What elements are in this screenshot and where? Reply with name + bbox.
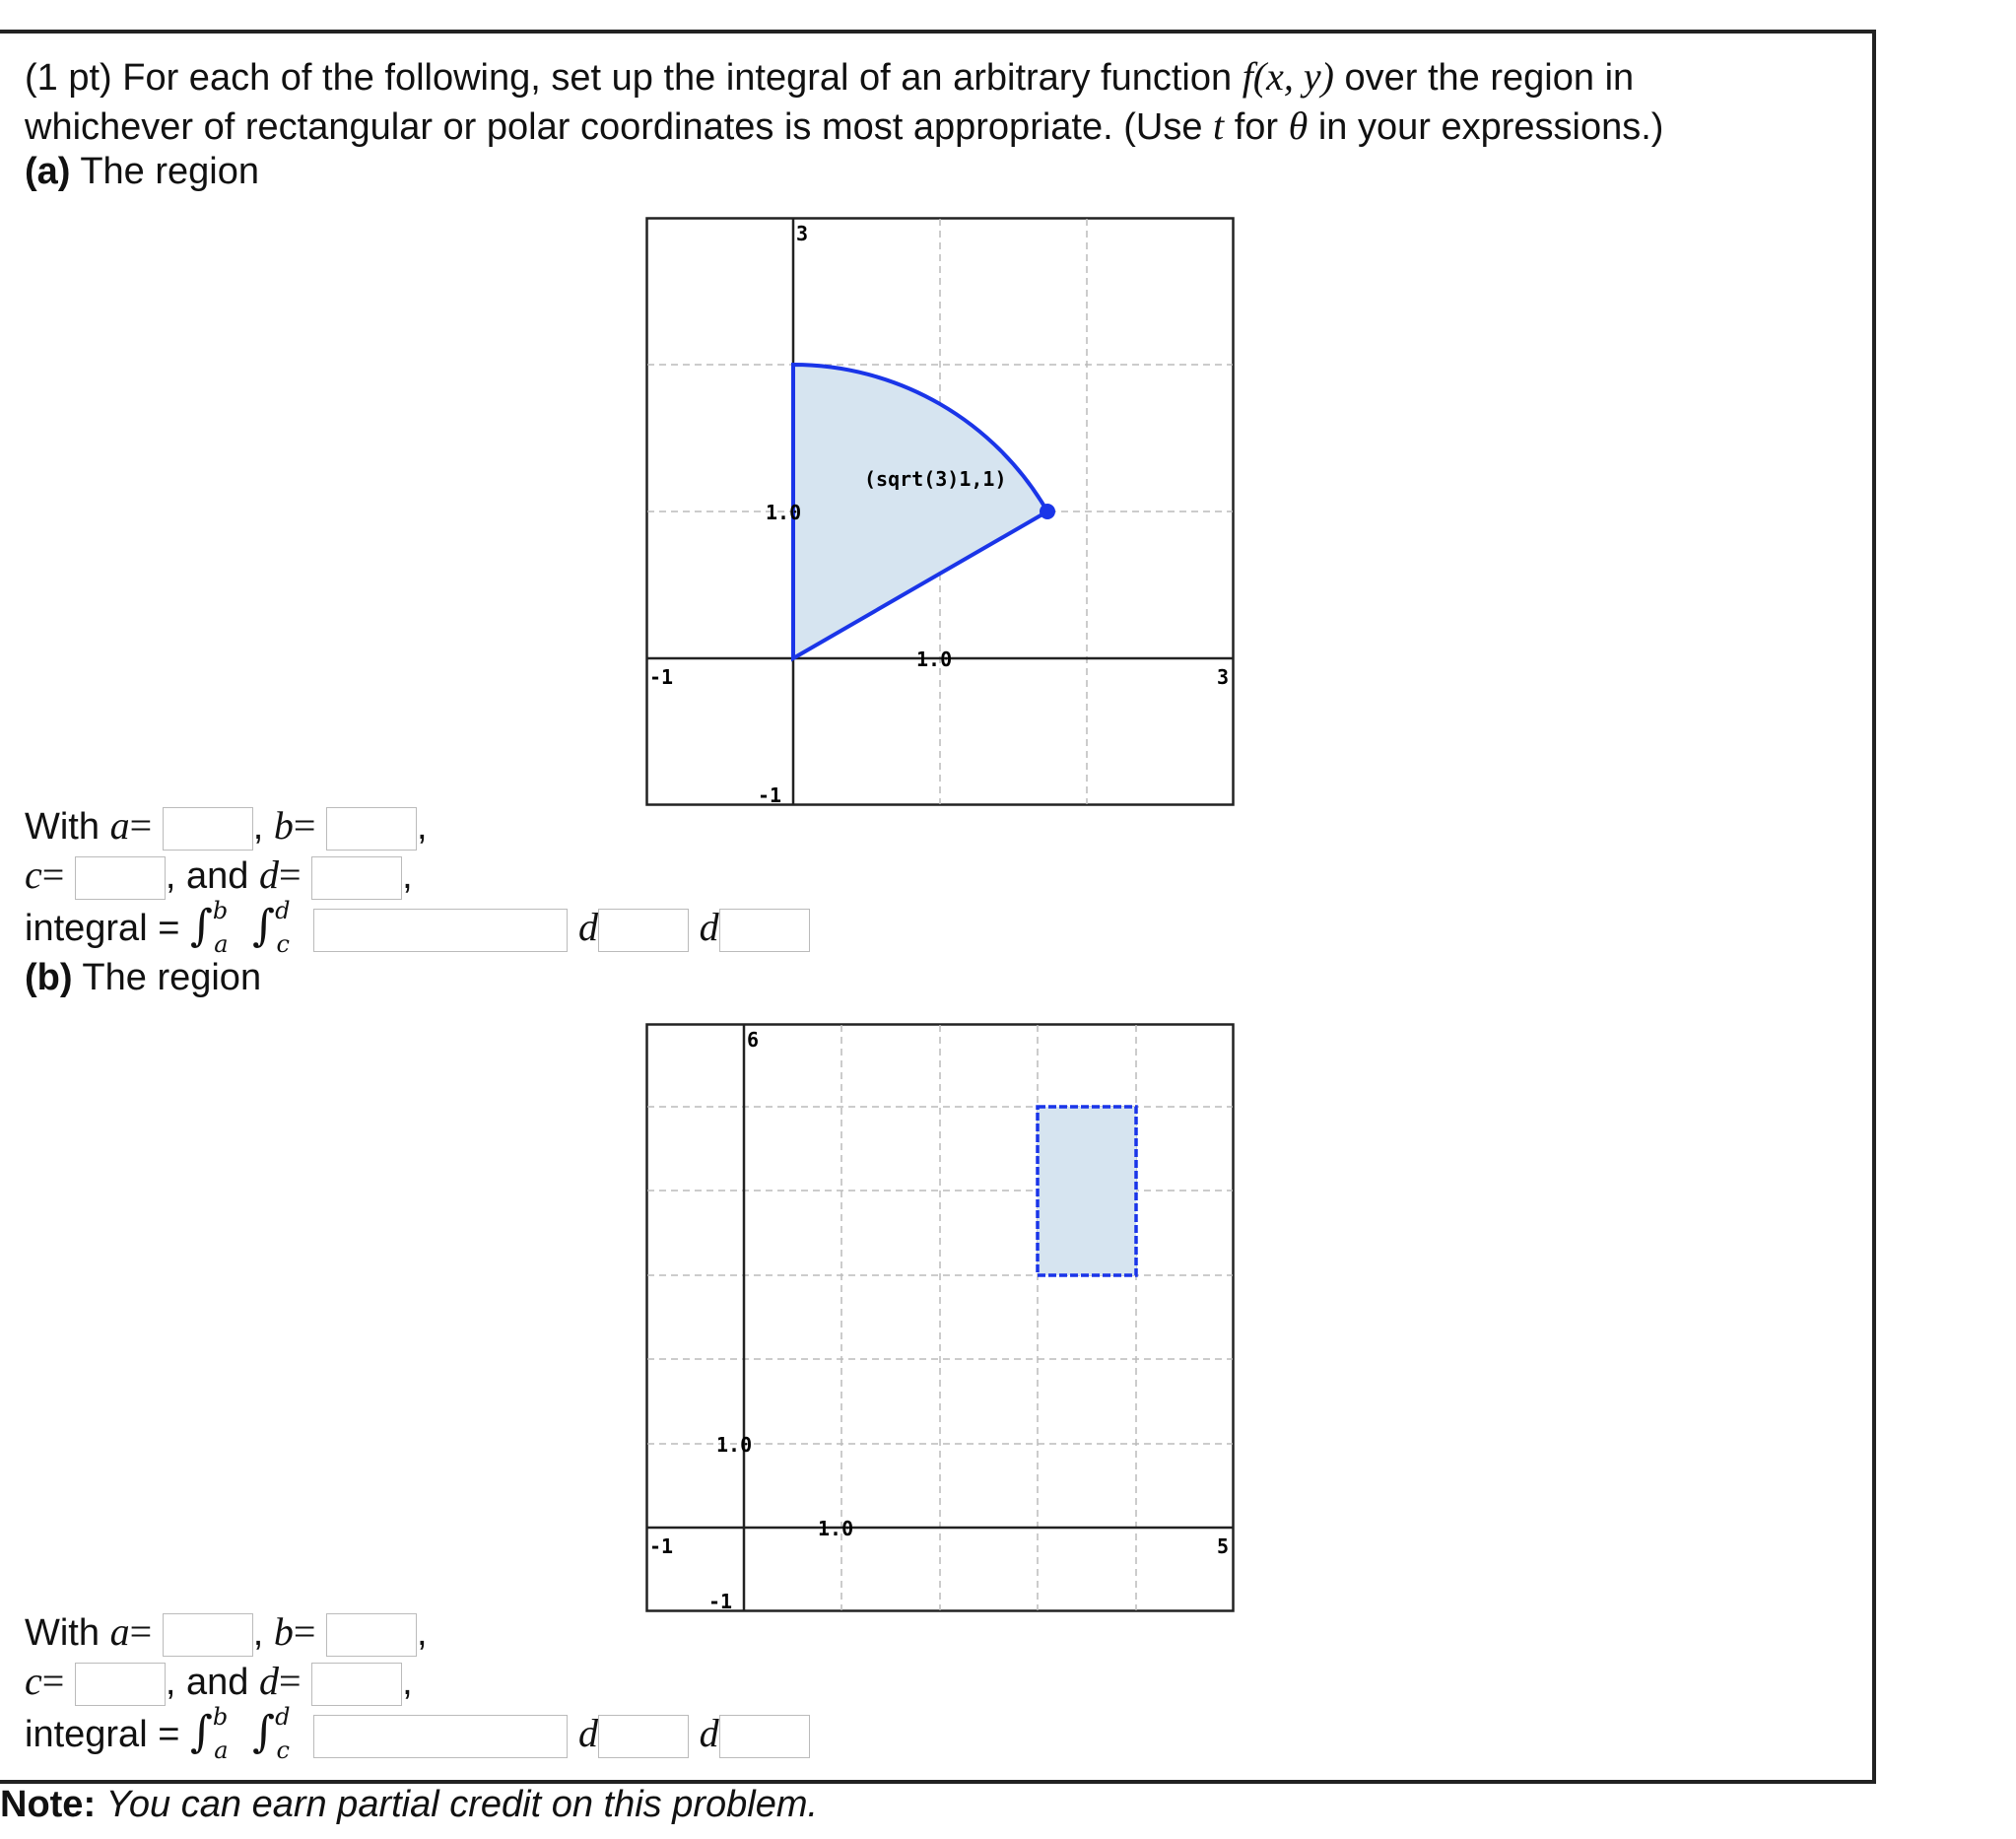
graph-a	[645, 217, 1235, 806]
input-a-b[interactable]	[326, 807, 417, 851]
input-b-integrand[interactable]	[313, 1715, 568, 1758]
graph-b	[645, 1023, 1235, 1612]
fxy-math: f(x, y)	[1242, 54, 1334, 99]
form-a-row-2: c= , and d= ,	[25, 851, 413, 900]
region-b	[1038, 1107, 1136, 1275]
svg-text:-1: -1	[649, 1534, 674, 1558]
point-a	[1040, 504, 1055, 519]
form-a-row-1: With a= , b= ,	[25, 802, 428, 851]
svg-text:1.0: 1.0	[766, 501, 802, 524]
input-a-a[interactable]	[163, 807, 253, 851]
input-a-integrand[interactable]	[313, 909, 568, 952]
svg-text:3: 3	[1217, 665, 1230, 689]
svg-text:5: 5	[1217, 1534, 1230, 1558]
point-label-a: (sqrt(3)1,1)	[864, 467, 1007, 491]
input-a-d[interactable]	[311, 856, 402, 900]
intro-line-2: whichever of rectangular or polar coordinates is most appropriate. (Use t for θ in your expressions.)	[25, 103, 1664, 148]
input-b-d[interactable]	[311, 1663, 402, 1706]
part-a-heading: (a) The region	[25, 151, 259, 192]
input-b-diff-1[interactable]	[598, 1715, 689, 1758]
input-b-b[interactable]	[326, 1613, 417, 1657]
svg-text:3: 3	[796, 222, 809, 245]
input-b-a[interactable]	[163, 1613, 253, 1657]
form-a-row-3: integral = ∫$^b_a$ ∫$^d_c$ d d	[25, 903, 810, 956]
input-a-diff-2[interactable]	[719, 909, 810, 952]
intro-line-1: (1 pt) For each of the following, set up the integral of an arbitrary function f(x, y) over the region in	[25, 54, 1635, 99]
svg-text:-1: -1	[708, 1590, 733, 1612]
partial-credit-note: Note: You can earn partial credit on this problem.	[0, 1784, 819, 1825]
input-b-diff-2[interactable]	[719, 1715, 810, 1758]
form-b-row-2: c= , and d= ,	[25, 1658, 413, 1706]
input-a-c[interactable]	[75, 856, 166, 900]
svg-text:1.0: 1.0	[818, 1517, 854, 1540]
form-b-row-1: With a= , b= ,	[25, 1608, 428, 1657]
svg-text:6: 6	[747, 1028, 760, 1052]
input-b-c[interactable]	[75, 1663, 166, 1706]
svg-text:1.0: 1.0	[716, 1433, 753, 1457]
svg-text:1.0: 1.0	[916, 647, 953, 671]
part-b-heading: (b) The region	[25, 957, 262, 998]
svg-text:-1: -1	[649, 665, 674, 689]
input-a-diff-1[interactable]	[598, 909, 689, 952]
svg-text:-1: -1	[758, 783, 782, 806]
form-b-row-3: integral = ∫$^b_a$ ∫$^d_c$ d d	[25, 1709, 810, 1762]
